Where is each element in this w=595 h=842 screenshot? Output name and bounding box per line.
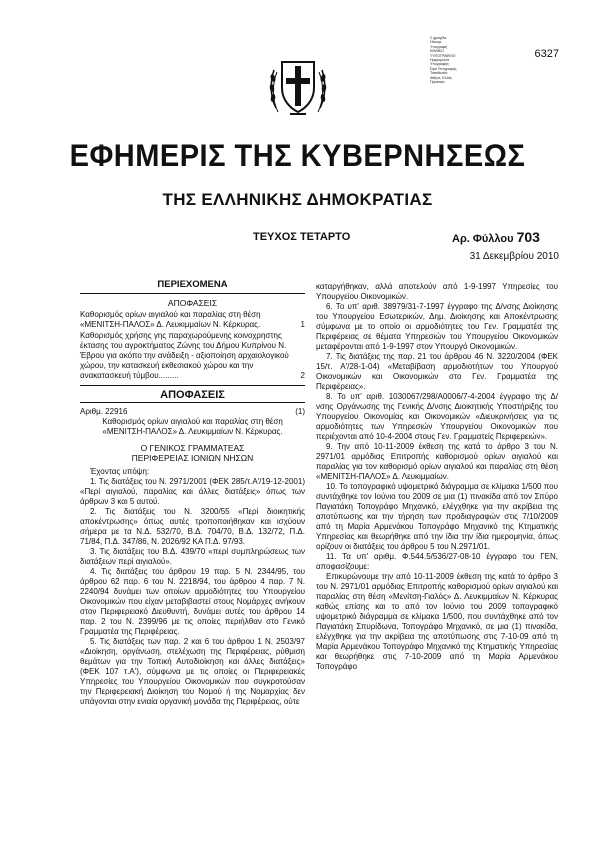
contents-item-page: 1 xyxy=(300,320,305,329)
gazette-subtitle: ΤΗΣ ΕΛΛΗΝΙΚΗΣ ΔΗΜΟΚΡΑΤΙΑΣ xyxy=(162,190,433,209)
page-number: 6327 xyxy=(534,48,559,60)
contents-item xyxy=(80,331,305,381)
stamp-line: Πρακτικό xyxy=(430,80,445,85)
contents-item-text: Καθορισμός ορίων αιγιαλού και παραλίας στη θέση «ΜΕΝΙΤΣΗ-ΠΑΛΟΣ» Δ. Λευκιμμαίων Ν. Κέρκυρας. xyxy=(80,310,261,329)
right-column xyxy=(316,282,558,672)
paragraph: Επικυρώνουμε την από 10-11-2009 έκθεση της κατά το άρθρο 3 του Ν. 2971/01 αρμόδιας Επιτροπής καθορισμού ορίων αιγιαλού και παραλίας στη θέση «Μενίτση-Γιαλός» Δ. Λευκιμμαίων Ν. Κέρκυρας καθώς επίσης και το από τον Ιούνιο του 2009 τοπογραφικό υψομετρικό διάγραμμα σε κλίμακα 1/500, που συντάχθηκε από τον Παγιατάκη Σπυρίδωνα, Τοπογράφο Μηχανικό, σε μια (1) πινακίδα, ελέγχθηκε για την ακρίβεια της αποτύπωσης στις 7-10-09 από τη Μαρία Αρμενάκου Τοπογράφο Μηχανικό της Κτηματικής Υπηρεσίας και θεωρήθηκε στις 7-10-2009 από τη Μαρία Αρμενάκου Τοπογράφο xyxy=(316,572,558,671)
paragraph: 2. Τις διατάξεις του Ν. 3200/55 «Περί διοικητικής αποκέντρωσης» όπως αυτές τροποποιήθηκαν και ισχύουν σήμερα με τα Ν.Δ. 532/70, Β.Δ. 704/70, Β.Δ. 132/72, Π.Δ. 71/84, Π.Δ. 347/86, Ν. 2026/92 ΚΑ Π.Δ. 97/93. xyxy=(80,507,305,546)
stamp-line: Ώρα Υπογραφής xyxy=(430,66,457,71)
left-column xyxy=(80,280,305,707)
paragraph: 11. Τα υπ' αριθμ. Φ.544.5/536/27-08-10 έγγραφο του ΓΕΝ, αποφασίζουμε: xyxy=(316,552,558,571)
decisions-heading: ΑΠΟΦΑΣΕΙΣ xyxy=(160,389,225,401)
greek-coat-of-arms-icon xyxy=(268,48,328,120)
sheet-number-label: Αρ. Φύλλου xyxy=(452,233,514,245)
contents-item xyxy=(80,310,305,330)
paragraph: 3. Τις διατάξεις του Β.Δ. 439/70 «περί συμπληρώσεως των διατάξεων περί αιγιαλού». xyxy=(80,547,305,566)
decision-number: Αριθμ. 22916 xyxy=(80,407,128,416)
stamp-line: Αθήνα, Ελλάς xyxy=(430,75,453,80)
decision-subtitle: Καθορισμός ορίων αιγιαλού και παραλίας στη θέση «ΜΕΝΙΤΣΗ-ΠΑΛΟΣ» Δ. Λευκιμμαίων Ν. Κέρκυρας. xyxy=(102,417,283,436)
contents-item-page: 2 xyxy=(300,371,305,380)
authority-line: Ο ΓΕΝΙΚΟΣ ΓΡΑΜΜΑΤΕΑΣ xyxy=(140,443,245,453)
paragraph: 9. Την από 10-11-2009 έκθεση της κατά το άρθρο 3 του Ν. 2971/01 αρμόδιας Επιτροπής καθορισμού ορίων αιγιαλού και παραλίας για τον καθορισμό ορίων αιγιαλού και παραλίας στη θέση «ΜΕΝΙΤΣΗ-ΠΑΛΟΣ» Δ. Λευκιμμαίων. xyxy=(316,442,558,481)
stamp-line: ΕΘΝΙΚΟ xyxy=(430,49,444,54)
divider xyxy=(80,385,305,386)
paragraph: 1. Τις διατάξεις του Ν. 2971/2001 (ΦΕΚ 285/τ.Α'/19-12-2001) «Περί αιγιαλού, παραλίας και άλλες διατάξεις» όπως των άρθρων 3 και 5 αυτού. xyxy=(80,477,305,506)
paragraph: 7. Τις διατάξεις της παρ. 21 του άρθρου 46 Ν. 3220/2004 (ΦΕΚ 15/τ. Α'/28-1-04) «Μεταβίβαση αρμοδιοτήτων του Υπουργού Οικονομικών και Οικονομικών στο Γεν. Γραμματέα της Περιφέρειας». xyxy=(316,352,558,391)
stamp-line: ΤΥΠΟΓΡΑΦΕΙΟ xyxy=(430,53,456,58)
gazette-title: ΕΦΗΜΕΡΙΣ ΤΗΣ ΚΥΒΕΡΝΗΣΕΩΣ xyxy=(69,138,526,174)
divider xyxy=(80,402,305,403)
divider xyxy=(80,293,305,294)
contents-item-text: Καθορισμός χρήσης γης παραχωρούμενης κοινοχρηστης έκτασης του αγροκτήματος Ζώνης του Δήμου Κυπρίνου Ν. Έβρου για ακόπο την ανάδειξη - αξιοποίηση αρχαιολογικού χώρου, την κατασκευή εκθεσιακού χώρου και την ανακατασκευή τύμβου......... xyxy=(80,331,289,380)
paragraph: καταργήθηκαν, αλλά αποτελούν από 1-9-1997 Υπηρεσίες του Υπουργείου Οικονομικών. xyxy=(316,282,558,301)
paragraph: 6. Το υπ' αριθ. 38979/31-7-1997 έγγραφο της Δ/νσης Διοίκησης του Υπουργείου Εσωτερικών, Δημ. Διοίκησης και Αποκέντρωσης σύμφωνα με το οποίο οι αρμοδιότητες του Γεν. Γραμματέα της Περιφέρειας σε θέματα Υπηρεσιών του Υπουργείου Οικονομικών μεταφέρονται από 1-9-1997 στον Υπουργό Οικονομικών. xyxy=(316,302,558,351)
stamp-line: Ημερομηνία xyxy=(430,58,450,63)
contents-heading: ΠΕΡΙΕΧΟΜΕΝΑ xyxy=(157,279,228,290)
stamp-line: Υπογραφή xyxy=(430,44,448,49)
considering-text: Έχοντας υπόψη: xyxy=(90,467,150,476)
authority xyxy=(80,443,305,463)
decision-ref: (1) xyxy=(295,407,305,416)
issue-date: 31 Δεκεμβρίου 2010 xyxy=(469,251,559,262)
issue-series: ΤΕΥΧΟΣ ΤΕΤΑΡΤΟ xyxy=(253,231,351,243)
paragraph: 4. Τις διατάξεις του άρθρου 19 παρ. 5 Ν. 2344/95, του άρθρου 62 παρ. 6 του Ν. 2218/94, του άρθρου 4 παρ. 7 Ν. 2240/94 δυνάμει των οποίων αρμοδιότητες του Υπουργείου Οικονομικών που είχαν μεταβιβαστεί στους Νομάρχες ανήκουν στον Περιφερειακό Διευθυντή, δυνάμει αυτές του άρθρου 14 παρ. 2 του Ν. 2399/96 με τις οποίες περιήλθαν στο Γενικό Γραμματέα της Περιφέρειας. xyxy=(80,567,305,636)
paragraph: 8. Το υπ' αριθ. 1030067/298/Α0006/7-4-2004 έγγραφο της Δ/νσης Οργάνωσης της Γενικής Δ/νσης Διοικητικής Υποστήριξης του Υπουργείου Οικονομίας και Οικονομικών «Διευκρινήσεις για τις αρμοδιότητες των Υπηρεσιών Υπουργείου Οικονομικών που περιέχονται από 10-4-2004 στους Γεν. Γραμματείς Περιφερειών». xyxy=(316,392,558,441)
digital-signature-stamp xyxy=(430,36,490,84)
stamp-line: Υπογραφής: xyxy=(430,62,450,67)
stamp-line: Σ φραγίδα xyxy=(430,36,447,40)
decision-number-row xyxy=(80,407,305,417)
stamp-line: Ηλεκτρ. xyxy=(430,40,443,45)
stamp-line: Τοποθεσία: xyxy=(430,71,448,76)
paragraph: 10. Το τοπογραφικό υψομετρικό διάγραμμα σε κλίμακα 1/500 που συντάχθηκε τον Ιούνιο του 2009 σε μια (1) πινακίδα από τον Σπύρο Παγιατάκη Τοπογράφο Μηχανικό, ελέγχθηκε για την ακρίβεια της αποτύπωσης και την τήρηση των προδιαγραφών στις 7/10/2009 από τη Μαρία Αρμενάκου Τοπογράφο Μηχανικό της Κτηματικής Υπηρεσίας και θεωρήθηκε από την ίδια την ίδια ημερομηνία, όπως ορίζουν οι διατάξεις του άρθρου 5 του Ν.2971/01. xyxy=(316,482,558,551)
sheet-number xyxy=(452,229,540,245)
contents-subheading: ΑΠΟΦΑΣΕΙΣ xyxy=(167,298,218,308)
paragraph: 5. Τις διατάξεις των παρ. 2 και 6 του άρθρου 1 Ν. 2503/97 «Διοίκηση, οργάνωση, στελέχωση της Περιφέρειας, ρύθμιση θεμάτων για την Τοπική Αυτοδιοίκηση και άλλες διατάξεις» (ΦΕΚ 107 τ.Α'), σύμφωνα με τις οποίες οι Περιφερειακές Υπηρεσίες του Υπουργείου Οικονομικών που συγκροτούσαν την Περιφερειακή Διοίκηση του Νομού ή της Νομαρχίας δεν υπάγονται στην ενιαία οργανική μονάδα της Περιφέρειας, ούτε xyxy=(80,637,305,706)
sheet-number-value: 703 xyxy=(516,229,540,245)
authority-line: ΠΕΡΙΦΕΡΕΙΑΣ ΙΟΝΙΩΝ ΝΗΣΩΝ xyxy=(131,453,254,463)
